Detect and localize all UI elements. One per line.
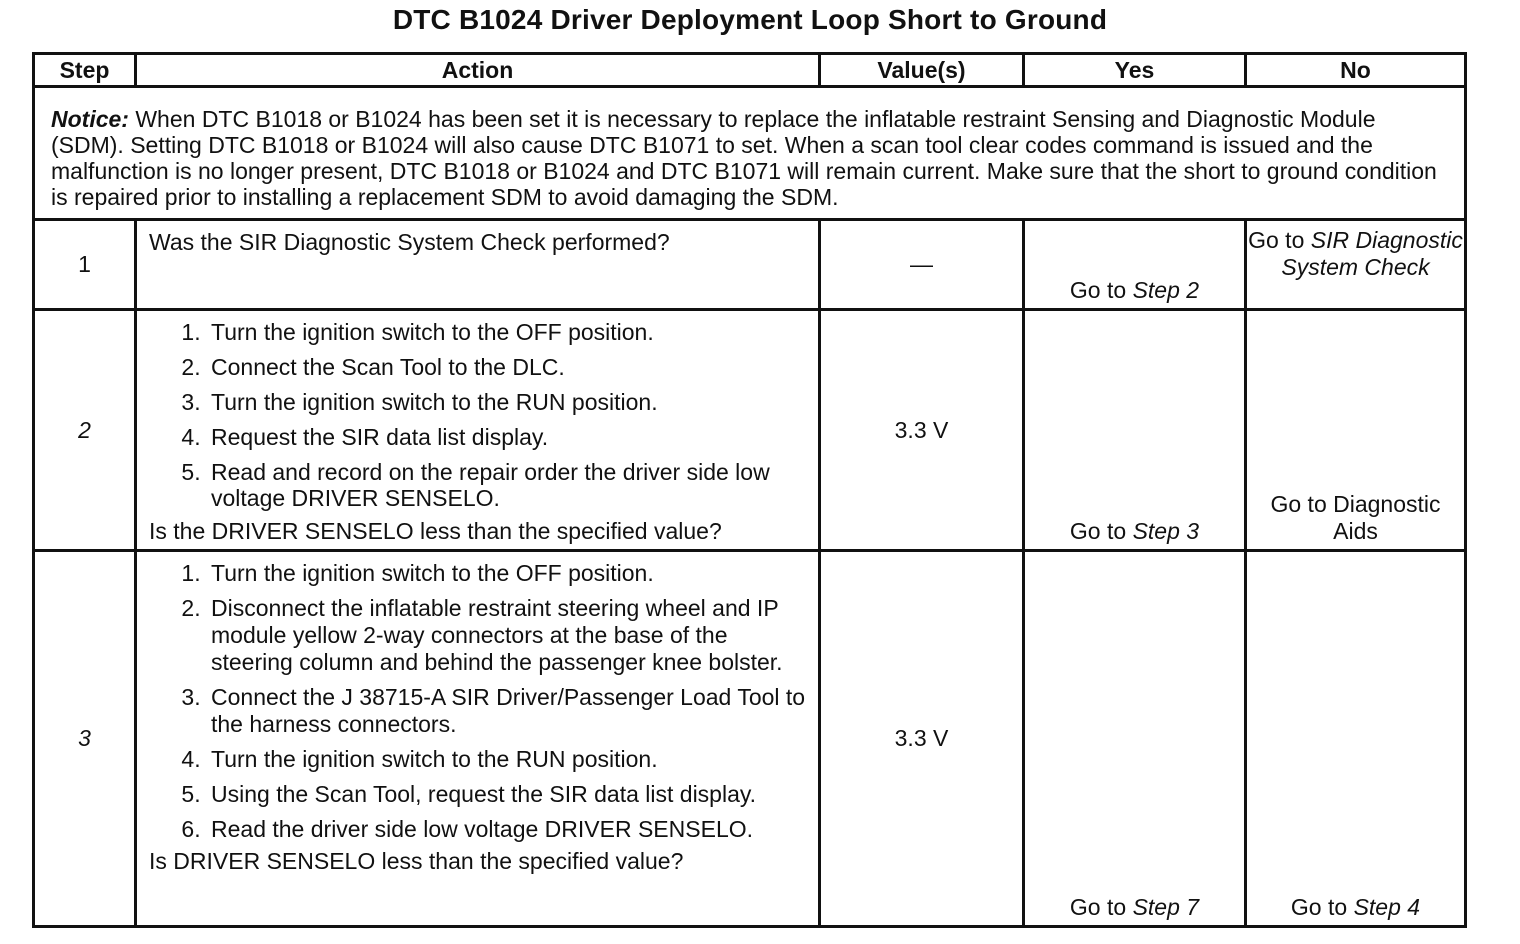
yes-link-step-2[interactable]: Step 2 [1132, 277, 1200, 304]
action-item: 4. Request the SIR data list display. [207, 424, 810, 451]
yes-prefix: Go to [1069, 277, 1133, 304]
action-cell [136, 551, 820, 927]
action-item: 5. Read and record on the repair order the driver side low voltage DRIVER SENSELO. [207, 459, 810, 513]
action-item: 1. Turn the ignition switch to the OFF position. [207, 319, 810, 346]
action-cell [136, 309, 820, 550]
yes-prefix: Go to [1069, 894, 1133, 921]
action-cell [136, 219, 820, 309]
action-item: 5. Using the Scan Tool, request the SIR data list display. [207, 781, 810, 808]
action-question: Is the DRIVER SENSELO less than the specified value? [149, 518, 722, 545]
no-prefix: Go to [1248, 226, 1311, 253]
notice-cell [34, 87, 1466, 220]
action-question: Was the SIR Diagnostic System Check performed? [149, 228, 670, 255]
action-item: 6. Read the driver side low voltage DRIVER SENSELO. [207, 816, 810, 843]
no-link-step-4[interactable]: Step 4 [1353, 894, 1421, 921]
value-cell: 3.3 V [820, 309, 1024, 550]
yes-cell [1024, 551, 1246, 927]
action-item: 3. Turn the ignition switch to the RUN position. [207, 389, 810, 416]
no-cell [1246, 309, 1466, 550]
no-link-diagnostic-aids[interactable]: Go to Diagnostic Aids [1270, 491, 1441, 545]
value-cell: — [820, 219, 1024, 309]
yes-link-step-7[interactable]: Step 7 [1132, 894, 1200, 921]
header-yes: Yes [1024, 54, 1246, 87]
yes-cell [1024, 309, 1246, 550]
header-row [34, 54, 1466, 87]
step-number: 2 [34, 309, 136, 550]
header-step: Step [34, 54, 136, 87]
header-values: Value(s) [820, 54, 1024, 87]
value-cell: 3.3 V [820, 551, 1024, 927]
yes-link-step-3[interactable]: Step 3 [1132, 518, 1200, 545]
action-item: 4. Turn the ignition switch to the RUN position. [207, 746, 810, 773]
step-number: 3 [34, 551, 136, 927]
action-list [149, 560, 810, 842]
no-prefix: Go to [1290, 894, 1354, 921]
notice-text: When DTC B1018 or B1024 has been set it is necessary to replace the inflatable restraint Sensing and Diagnostic Module (SDM). Setting DTC B1018 or B1024 will also cause DTC B1071 to set. When a scan tool clear codes command is issued and the malfunction is no longer present, DTC B1018 or B1024 and DTC B1071 will remain current. Make sure that the short to ground condition is repaired prior to installing a replacement SDM to avoid damaging the SDM. [51, 106, 1437, 210]
yes-cell [1024, 219, 1246, 309]
notice-row [34, 87, 1466, 220]
no-cell [1246, 219, 1466, 309]
action-question: Is DRIVER SENSELO less than the specified value? [149, 848, 684, 875]
table-row [34, 309, 1466, 550]
yes-prefix: Go to [1069, 518, 1133, 545]
action-item: 2. Disconnect the inflatable restraint steering wheel and IP module yellow 2-way connectors at the base of the steering column and behind the passenger knee bolster. [207, 595, 810, 676]
diagnostic-table [32, 52, 1467, 928]
no-cell [1246, 551, 1466, 927]
header-action: Action [136, 54, 820, 87]
document-title: DTC B1024 Driver Deployment Loop Short to Ground [392, 4, 1108, 35]
table-row [34, 551, 1466, 927]
action-item: 1. Turn the ignition switch to the OFF position. [207, 560, 810, 587]
no-link-sir-diagnostic-system-check[interactable]: SIR Diagnostic System Check [1281, 226, 1463, 280]
action-item: 2. Connect the Scan Tool to the DLC. [207, 354, 810, 381]
notice-label: Notice: [51, 106, 129, 132]
action-item: 3. Connect the J 38715-A SIR Driver/Passenger Load Tool to the harness connectors. [207, 684, 810, 738]
header-no: No [1246, 54, 1466, 87]
table-row [34, 219, 1466, 309]
action-list [149, 319, 810, 512]
step-number: 1 [34, 219, 136, 309]
